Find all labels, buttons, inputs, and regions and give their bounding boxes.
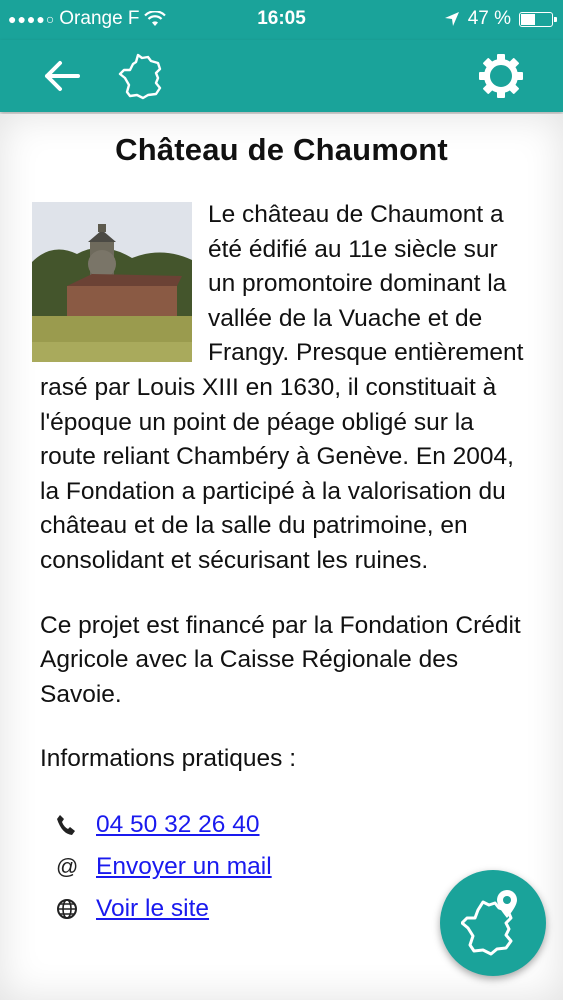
location-arrow-icon (444, 11, 460, 27)
page-title: Château de Chaumont (115, 132, 448, 167)
phone-icon (56, 814, 96, 836)
gear-icon (477, 52, 525, 100)
nav-bar (0, 40, 563, 112)
practical-info-heading: Informations pratiques : (40, 745, 297, 773)
description-paragraph: Le château de Chaumont a été édifié au 11e siècle sur un promontoire dominant la vallée de la Vuache et de Frangy. Presque entièrement rasé par Louis XIII en 1630, il constituait à l'époque un point de péage obligé sur la route reliant Chambéry à Genève. En 2004, la Fondation a participé à la valorisation du château et de la salle du patrimoine, en consolidant et sécurisant les ruines. (40, 201, 524, 574)
status-bar (0, 0, 563, 40)
settings-button[interactable] (471, 46, 531, 106)
email-link[interactable]: Envoyer un mail (96, 853, 272, 881)
carrier-name: Orange F (59, 8, 140, 29)
france-map-button[interactable] (112, 46, 172, 106)
signal-strength-icon: ●●●●○ (8, 11, 56, 27)
globe-icon (56, 898, 96, 920)
funding-paragraph: Ce projet est financé par la Fondation Crédit Agricole avec la Caisse Régionale des Savoie. (40, 611, 521, 708)
battery-percent: 47 % (467, 8, 511, 29)
at-icon: @ (56, 854, 79, 880)
map-fab-button[interactable] (440, 870, 546, 976)
chateau-photo (32, 202, 192, 362)
back-button[interactable] (32, 46, 92, 106)
france-map-pin-icon (461, 888, 525, 958)
phone-link[interactable]: 04 50 32 26 40 (96, 811, 260, 839)
clock: 16:05 (257, 8, 306, 29)
website-link[interactable]: Voir le site (96, 895, 210, 923)
phone-row (56, 804, 563, 846)
detail-content (0, 114, 563, 1000)
france-map-icon (118, 52, 166, 100)
battery-icon (519, 12, 553, 27)
status-right (444, 8, 553, 30)
arrow-left-icon (44, 60, 80, 92)
description (0, 198, 563, 579)
